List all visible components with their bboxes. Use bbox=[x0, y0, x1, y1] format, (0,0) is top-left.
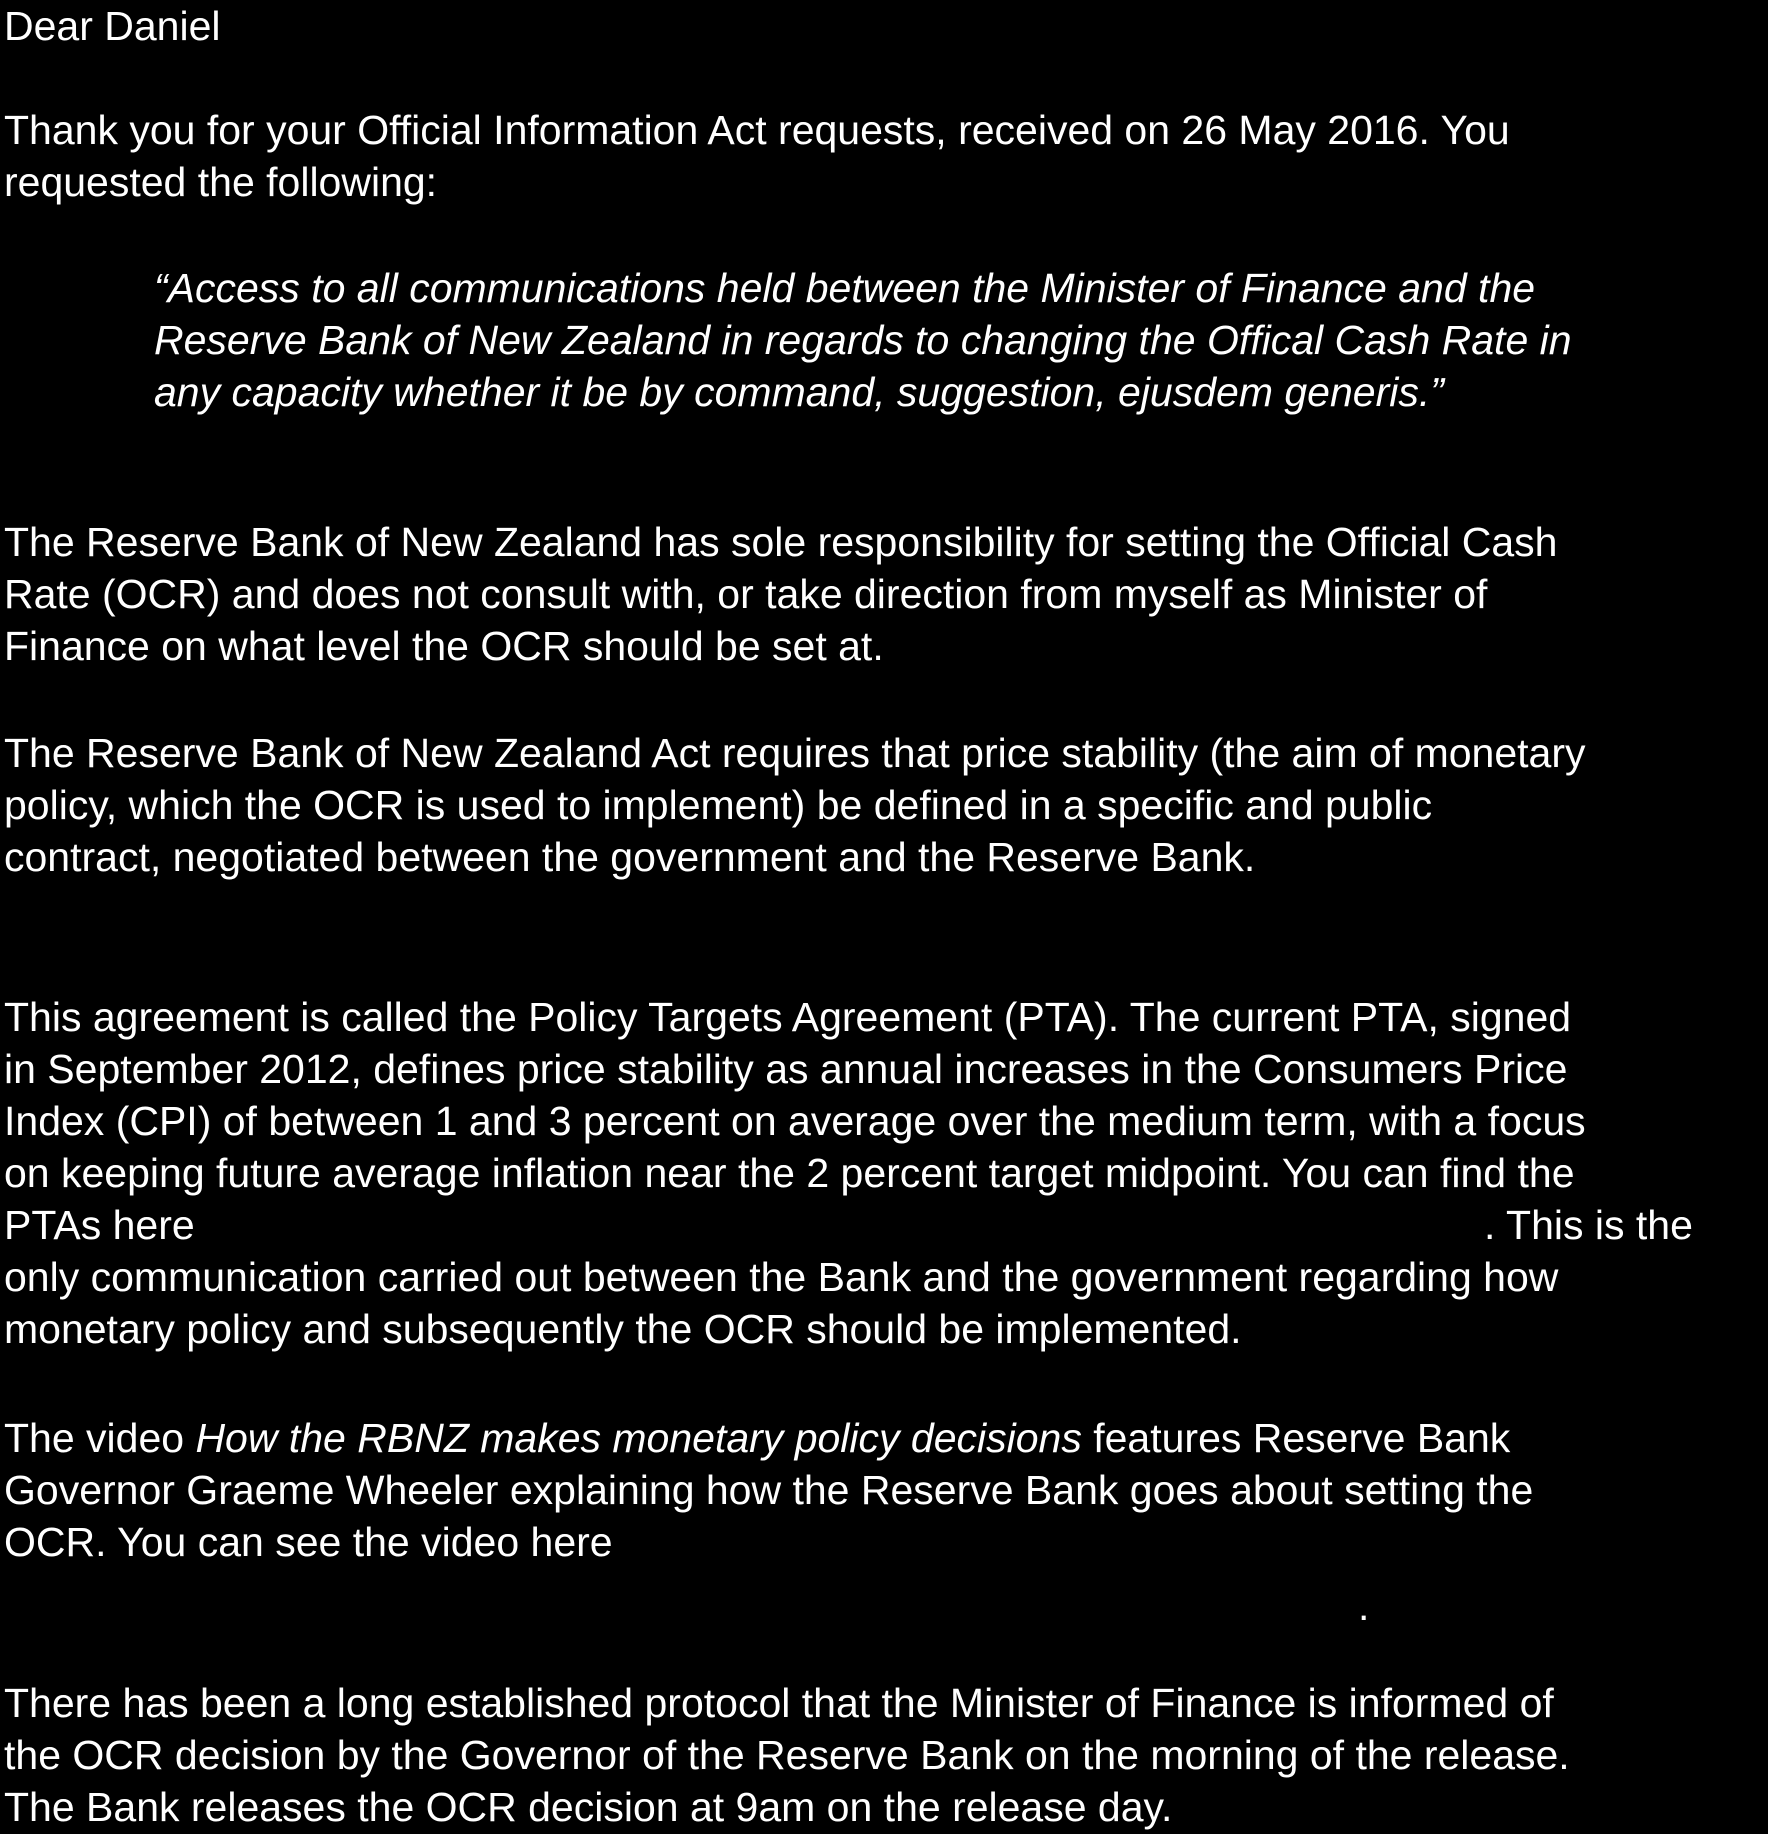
pta-line: Index (CPI) of between 1 and 3 percent on average over the medium term, with a focus bbox=[4, 1098, 1586, 1144]
video-line bbox=[4, 1412, 1510, 1464]
intro-line: Thank you for your Official Information Act requests, received on 26 May 2016. You bbox=[4, 107, 1510, 153]
act-line: The Reserve Bank of New Zealand Act requires that price stability (the aim of monetary bbox=[4, 730, 1586, 776]
responsibility-line: Finance on what level the OCR should be set at. bbox=[4, 623, 884, 669]
pta-line: in September 2012, defines price stability as annual increases in the Consumers Price bbox=[4, 1046, 1568, 1092]
pta-line-end: . This is the bbox=[1484, 1202, 1693, 1248]
pta-line: monetary policy and subsequently the OCR should be implemented. bbox=[4, 1306, 1242, 1352]
request-quote-line: Reserve Bank of New Zealand in regards to changing the Offical Cash Rate in bbox=[154, 317, 1572, 363]
salutation: Dear Daniel bbox=[4, 3, 221, 49]
pta-line: on keeping future average inflation near the 2 percent target midpoint. You can find the bbox=[4, 1150, 1575, 1196]
pta-line: only communication carried out between the Bank and the government regarding how bbox=[4, 1254, 1559, 1300]
protocol-line: the OCR decision by the Governor of the Reserve Bank on the morning of the release. bbox=[4, 1732, 1570, 1778]
video-line: Governor Graeme Wheeler explaining how the Reserve Bank goes about setting the bbox=[4, 1467, 1534, 1513]
request-quote-line: any capacity whether it be by command, suggestion, ejusdem generis.” bbox=[154, 369, 1444, 415]
intro-line: requested the following: bbox=[4, 159, 438, 205]
pta-line: PTAs here bbox=[4, 1202, 195, 1248]
video-line-end: features Reserve Bank bbox=[1081, 1415, 1511, 1461]
act-line: policy, which the OCR is used to implement) be defined in a specific and public bbox=[4, 782, 1433, 828]
responsibility-line: The Reserve Bank of New Zealand has sole responsibility for setting the Official Cash bbox=[4, 519, 1558, 565]
video-trailing-dot: . bbox=[1358, 1583, 1370, 1629]
act-line: contract, negotiated between the government and the Reserve Bank. bbox=[4, 834, 1256, 880]
request-quote-line: “Access to all communications held between the Minister of Finance and the bbox=[154, 265, 1536, 311]
responsibility-line: Rate (OCR) and does not consult with, or take direction from myself as Minister of bbox=[4, 571, 1488, 617]
video-line-start: The video bbox=[4, 1415, 196, 1461]
video-line: OCR. You can see the video here bbox=[4, 1519, 613, 1565]
protocol-line: There has been a long established protocol that the Minister of Finance is informed of bbox=[4, 1680, 1554, 1726]
video-title: How the RBNZ makes monetary policy decisions bbox=[195, 1415, 1082, 1461]
pta-line: This agreement is called the Policy Targets Agreement (PTA). The current PTA, signed bbox=[4, 994, 1572, 1040]
protocol-line: The Bank releases the OCR decision at 9am on the release day. bbox=[4, 1784, 1173, 1830]
